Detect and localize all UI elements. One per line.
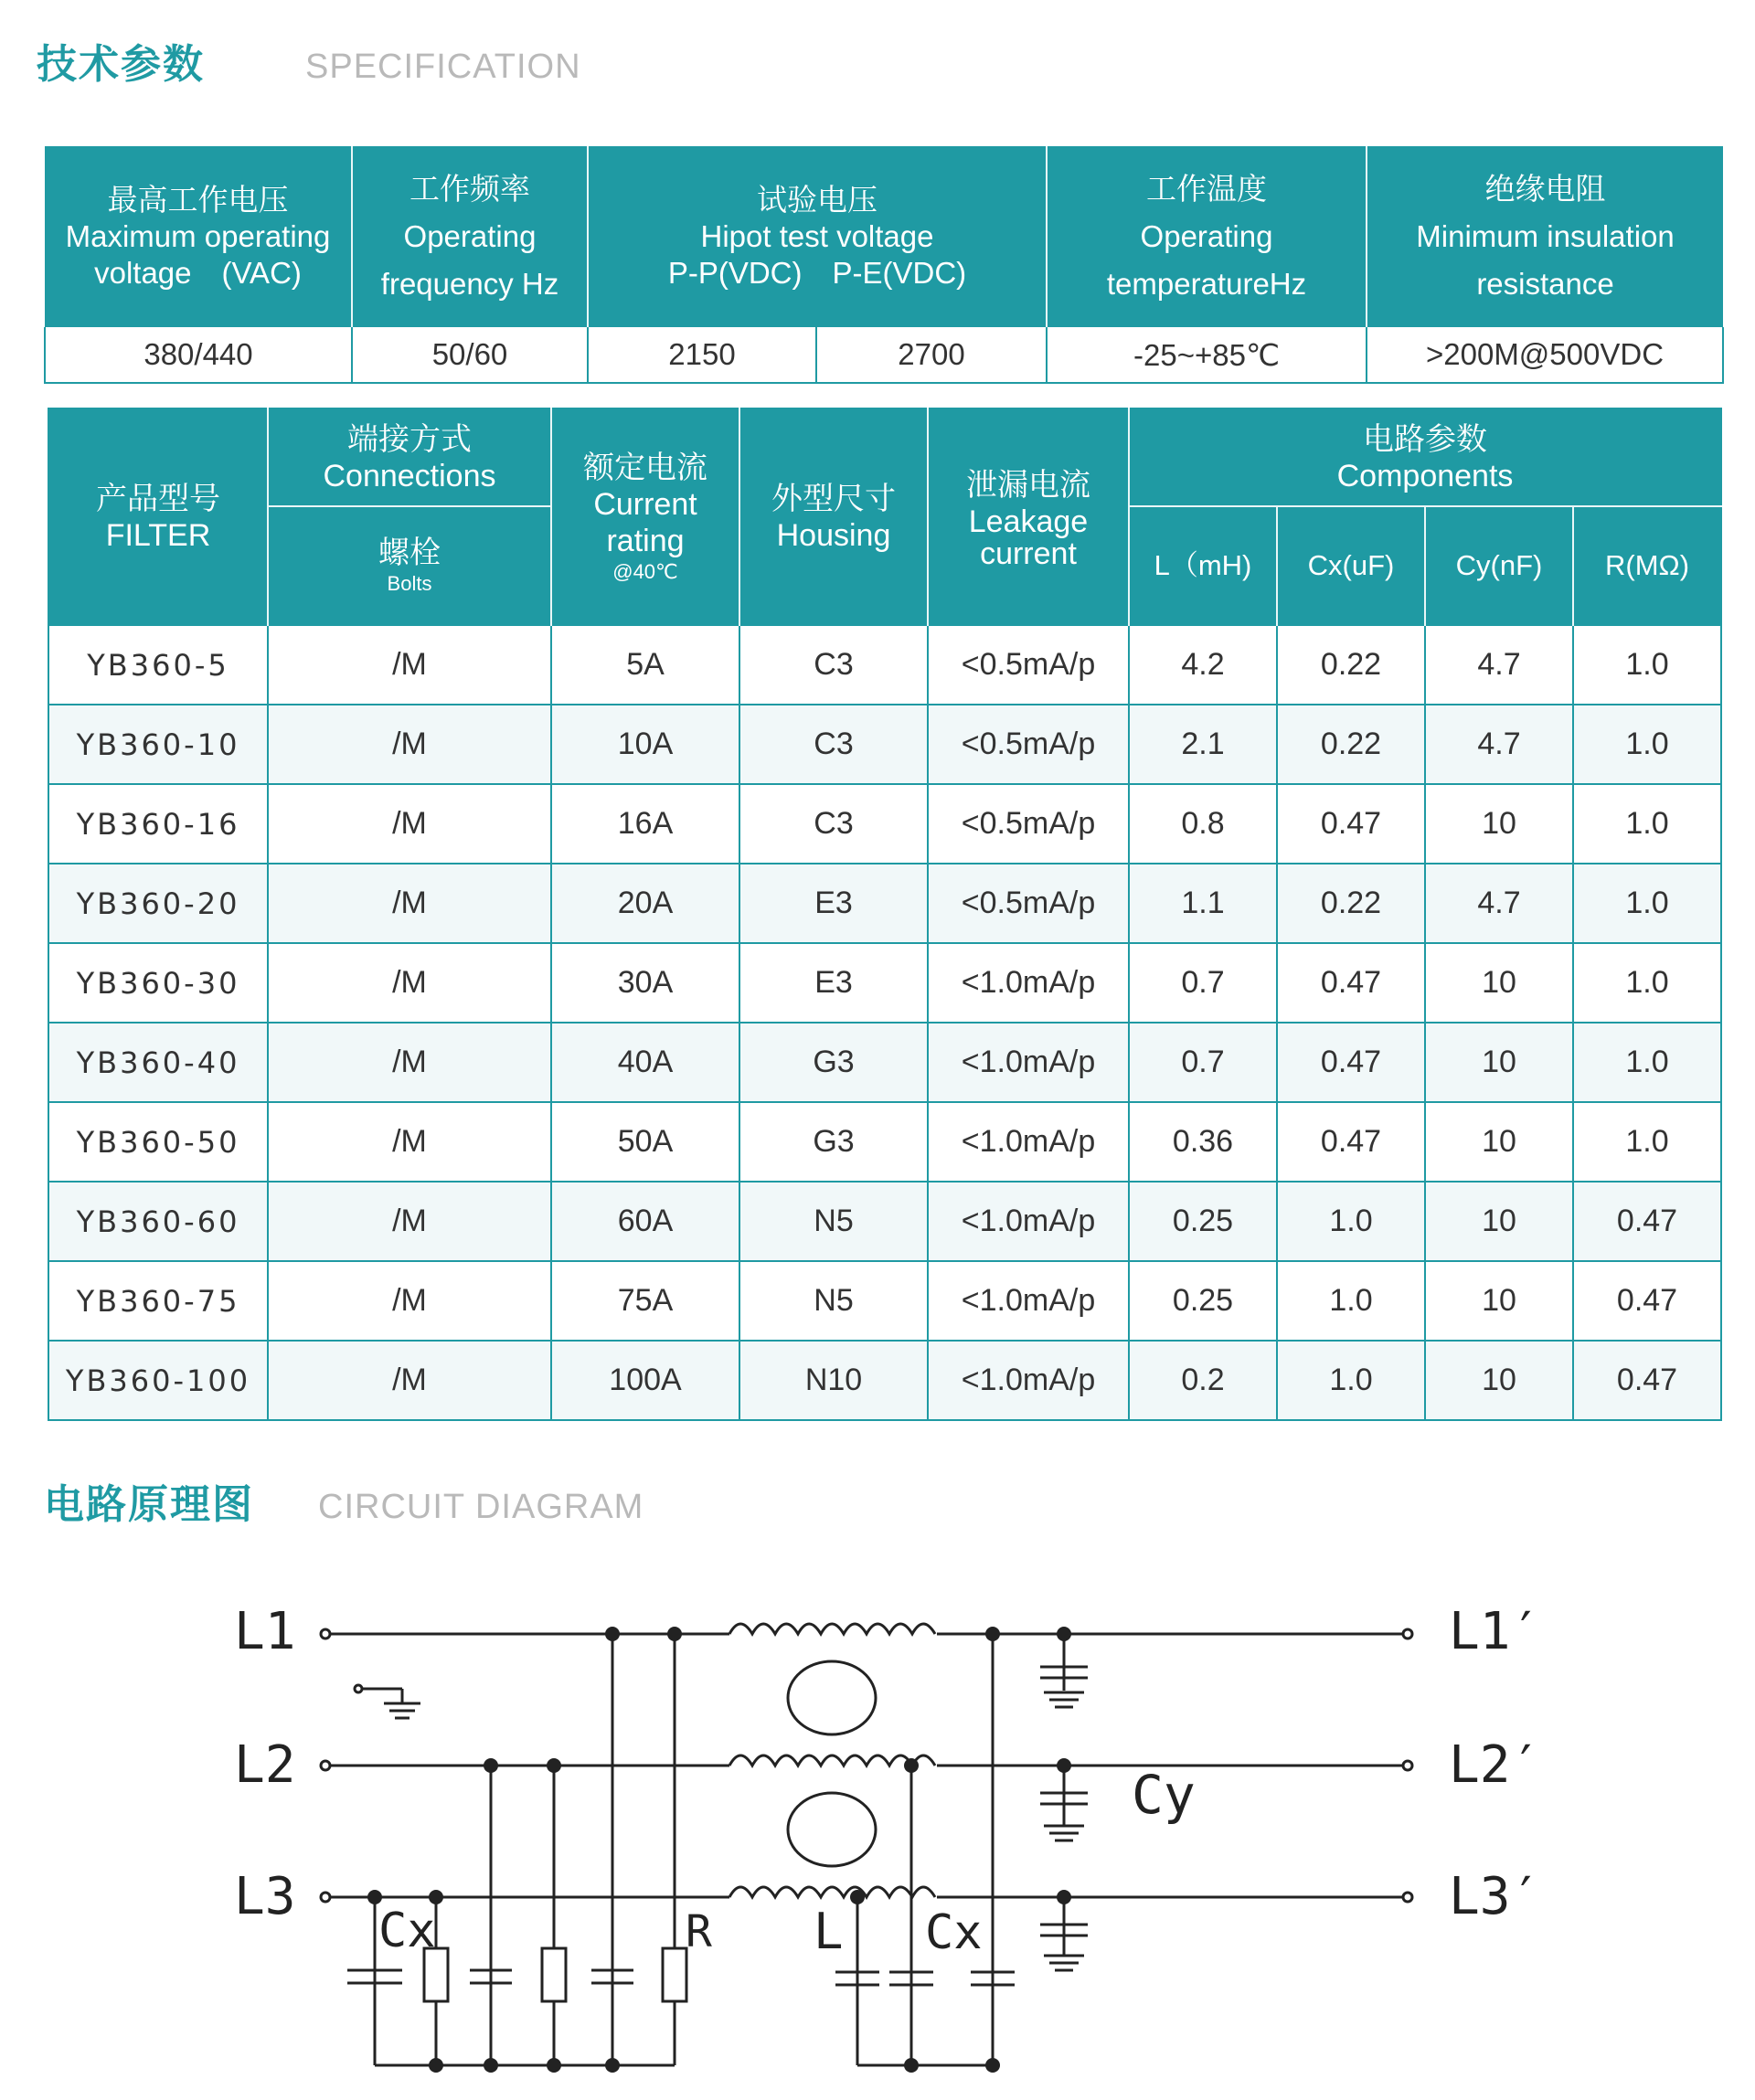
header-filter-cn: 产品型号	[96, 481, 220, 516]
table-cell: 10	[1425, 1182, 1573, 1261]
table-cell: <1.0mA/p	[928, 1261, 1129, 1341]
header-cy: Cy(nF)	[1425, 506, 1573, 625]
spec-header-en: Minimum insulation	[1416, 219, 1675, 253]
label-l2: L2	[234, 1735, 296, 1795]
table-cell: 10	[1425, 943, 1573, 1023]
spec-title-cn: 技术参数	[37, 42, 205, 87]
header-current-note: @40℃	[612, 559, 678, 583]
header-connections	[268, 408, 551, 506]
ground-icon	[355, 1685, 420, 1718]
table-row	[48, 1261, 1721, 1341]
table-cell: <1.0mA/p	[928, 1023, 1129, 1102]
table-cell: 1.0	[1277, 1341, 1425, 1420]
table-cell: /M	[268, 1023, 551, 1102]
table-cell: 0.47	[1277, 784, 1425, 864]
spec-header-en: voltage (VAC)	[94, 256, 302, 290]
header-components	[1129, 408, 1721, 506]
table-cell: <0.5mA/p	[928, 784, 1129, 864]
table-cell: 4.7	[1425, 625, 1573, 705]
table-cell: 10A	[551, 705, 739, 784]
spec-header-cn: 工作温度	[1146, 172, 1268, 206]
table-cell: 0.36	[1129, 1102, 1277, 1182]
table-cell: 100A	[551, 1341, 739, 1420]
spec-table	[44, 146, 1724, 384]
capacitor-cx-right-icon	[835, 1972, 1015, 1985]
model-cell: YB360-5	[48, 625, 268, 705]
header-components-en: Components	[1336, 458, 1514, 493]
spec-header-voltage	[45, 146, 352, 327]
label-l: L	[814, 1903, 844, 1960]
terminal-l3	[321, 1893, 330, 1902]
label-l1: L1	[234, 1602, 296, 1661]
table-cell: 40A	[551, 1023, 739, 1102]
table-cell: <1.0mA/p	[928, 1102, 1129, 1182]
table-cell: 0.25	[1129, 1182, 1277, 1261]
header-leakage	[928, 408, 1129, 625]
table-cell: 0.47	[1573, 1341, 1721, 1420]
spec-header-cn: 试验电压	[757, 183, 878, 217]
label-l2-prime: L2′	[1449, 1735, 1542, 1795]
resistor-icon	[424, 1948, 686, 2001]
table-cell: 1.0	[1573, 784, 1721, 864]
capacitor-cy-icon	[1040, 1634, 1088, 1970]
spec-header-en: Operating	[403, 219, 537, 253]
table-cell: /M	[268, 625, 551, 705]
spec-header-en: P-P(VDC) P-E(VDC)	[667, 256, 967, 290]
table-cell: 10	[1425, 1023, 1573, 1102]
table-cell: 1.0	[1573, 1102, 1721, 1182]
header-housing-en: Housing	[776, 517, 891, 553]
spec-header-en: Maximum operating	[65, 219, 331, 253]
circuit-title-en: CIRCUIT DIAGRAM	[318, 1488, 644, 1526]
terminal-l2	[321, 1761, 330, 1770]
table-cell: 1.0	[1277, 1182, 1425, 1261]
table-cell: 0.7	[1129, 1023, 1277, 1102]
terminal-l3p	[1403, 1893, 1412, 1902]
model-cell: YB360-60	[48, 1182, 268, 1261]
table-cell: 1.0	[1573, 625, 1721, 705]
spec-title-en: SPECIFICATION	[305, 48, 581, 86]
circuit-diagram	[229, 1590, 1554, 2084]
table-cell: 0.25	[1129, 1261, 1277, 1341]
product-table	[48, 408, 1722, 1421]
table-cell: 0.47	[1573, 1182, 1721, 1261]
label-r: R	[686, 1906, 712, 1957]
table-cell: 4.2	[1129, 625, 1277, 705]
table-cell: /M	[268, 1102, 551, 1182]
table-cell: /M	[268, 705, 551, 784]
table-cell: 4.7	[1425, 864, 1573, 943]
table-cell: <0.5mA/p	[928, 625, 1129, 705]
table-row	[48, 705, 1721, 784]
table-cell: N10	[739, 1341, 928, 1420]
spec-value: 2150	[588, 327, 816, 383]
spec-value: 380/440	[45, 327, 352, 383]
model-cell: YB360-50	[48, 1102, 268, 1182]
terminal-l1p	[1403, 1629, 1412, 1639]
table-cell: <0.5mA/p	[928, 864, 1129, 943]
table-cell: <0.5mA/p	[928, 705, 1129, 784]
table-cell: /M	[268, 1261, 551, 1341]
table-cell: N5	[739, 1261, 928, 1341]
table-cell: 1.1	[1129, 864, 1277, 943]
table-cell: 1.0	[1277, 1261, 1425, 1341]
header-leakage-en: current	[980, 536, 1077, 571]
table-cell: <1.0mA/p	[928, 1182, 1129, 1261]
table-cell: 0.47	[1277, 943, 1425, 1023]
table-cell: 50A	[551, 1102, 739, 1182]
table-cell: C3	[739, 705, 928, 784]
model-cell: YB360-16	[48, 784, 268, 864]
header-housing-cn: 外型尺寸	[771, 481, 896, 516]
circuit-section-title	[44, 1471, 644, 1530]
header-cx: Cx(uF)	[1277, 506, 1425, 625]
table-cell: E3	[739, 943, 928, 1023]
spec-header-en: temperatureHz	[1106, 267, 1307, 301]
spec-header-en: resistance	[1476, 267, 1614, 301]
header-current-en: rating	[606, 523, 685, 558]
header-connections-cn: 端接方式	[347, 421, 472, 457]
terminal-l2p	[1403, 1761, 1412, 1770]
table-row	[48, 1102, 1721, 1182]
table-row	[48, 1182, 1721, 1261]
table-cell: 1.0	[1573, 943, 1721, 1023]
spec-header-en: Hipot test voltage	[700, 219, 934, 253]
table-cell: 10	[1425, 1102, 1573, 1182]
label-l3-prime: L3′	[1449, 1867, 1542, 1926]
spec-value-row	[45, 327, 1723, 383]
table-cell: 2.1	[1129, 705, 1277, 784]
table-cell: 10	[1425, 784, 1573, 864]
table-cell: <1.0mA/p	[928, 943, 1129, 1023]
header-filter-en: FILTER	[105, 517, 211, 553]
table-cell: /M	[268, 864, 551, 943]
common-mode-choke-icon	[729, 1624, 935, 1897]
model-cell: YB360-100	[48, 1341, 268, 1420]
table-cell: 75A	[551, 1261, 739, 1341]
label-cy: Cy	[1132, 1764, 1196, 1826]
header-l: L（mH)	[1129, 506, 1277, 625]
spec-header-cn: 工作频率	[410, 172, 530, 206]
spec-header-en: Operating	[1140, 219, 1273, 253]
header-bolts-en: Bolts	[387, 572, 432, 595]
table-cell: 0.7	[1129, 943, 1277, 1023]
table-cell: /M	[268, 784, 551, 864]
table-row	[48, 864, 1721, 943]
product-table-body	[48, 625, 1721, 1420]
table-cell: 5A	[551, 625, 739, 705]
spec-value: -25~+85℃	[1047, 327, 1367, 383]
table-cell: 0.8	[1129, 784, 1277, 864]
table-cell: 10	[1425, 1261, 1573, 1341]
header-components-cn: 电路参数	[1363, 421, 1488, 457]
table-cell: 0.22	[1277, 705, 1425, 784]
table-cell: C3	[739, 625, 928, 705]
table-cell: 1.0	[1573, 864, 1721, 943]
label-l3: L3	[234, 1867, 296, 1926]
product-header-row-1	[48, 408, 1721, 506]
table-cell: 10	[1425, 1341, 1573, 1420]
table-cell: 0.22	[1277, 625, 1425, 705]
header-current	[551, 408, 739, 625]
spec-header-hipot	[588, 146, 1047, 327]
table-cell: N5	[739, 1182, 928, 1261]
table-cell: E3	[739, 864, 928, 943]
header-connections-en: Connections	[323, 458, 496, 493]
spec-header-frequency	[352, 146, 588, 327]
spec-header-temperature	[1047, 146, 1367, 327]
model-cell: YB360-40	[48, 1023, 268, 1102]
table-row	[48, 943, 1721, 1023]
table-cell: 30A	[551, 943, 739, 1023]
table-cell: 20A	[551, 864, 739, 943]
spec-header-row	[45, 146, 1723, 327]
table-cell: 16A	[551, 784, 739, 864]
header-bolts	[268, 506, 551, 625]
table-cell: 1.0	[1573, 705, 1721, 784]
model-cell: YB360-75	[48, 1261, 268, 1341]
table-cell: 0.47	[1277, 1102, 1425, 1182]
table-cell: 1.0	[1573, 1023, 1721, 1102]
table-cell: 0.22	[1277, 864, 1425, 943]
header-leakage-en: Leakage	[968, 504, 1089, 539]
circuit-title-cn: 电路原理图	[44, 1482, 254, 1527]
table-cell: <1.0mA/p	[928, 1341, 1129, 1420]
table-cell: /M	[268, 943, 551, 1023]
model-cell: YB360-10	[48, 705, 268, 784]
table-row	[48, 1023, 1721, 1102]
table-cell: C3	[739, 784, 928, 864]
label-l1-prime: L1′	[1449, 1602, 1542, 1661]
spec-section-title	[37, 31, 581, 90]
header-leakage-cn: 泄漏电流	[966, 467, 1090, 503]
table-row	[48, 1341, 1721, 1420]
table-cell: 60A	[551, 1182, 739, 1261]
label-cx-right: Cx	[925, 1905, 983, 1960]
table-cell: 0.47	[1277, 1023, 1425, 1102]
table-row	[48, 784, 1721, 864]
spec-value: 50/60	[352, 327, 588, 383]
table-cell: G3	[739, 1102, 928, 1182]
spec-header-cn: 最高工作电压	[107, 183, 289, 217]
header-r: R(MΩ)	[1573, 506, 1721, 625]
spec-header-cn: 绝缘电阻	[1484, 172, 1606, 206]
model-cell: YB360-30	[48, 943, 268, 1023]
table-row	[48, 625, 1721, 705]
header-housing	[739, 408, 928, 625]
header-bolts-cn: 螺栓	[378, 536, 441, 570]
model-cell: YB360-20	[48, 864, 268, 943]
header-current-cn: 额定电流	[583, 450, 707, 485]
label-cx-left: Cx	[378, 1904, 436, 1958]
header-current-en: Current	[593, 486, 697, 522]
table-cell: G3	[739, 1023, 928, 1102]
table-cell: /M	[268, 1341, 551, 1420]
spec-header-en: frequency Hz	[380, 267, 559, 301]
spec-header-insulation	[1367, 146, 1723, 327]
table-cell: /M	[268, 1182, 551, 1261]
spec-value: >200M@500VDC	[1367, 327, 1723, 383]
terminal-l1	[321, 1629, 330, 1639]
table-cell: 0.47	[1573, 1261, 1721, 1341]
table-cell: 4.7	[1425, 705, 1573, 784]
header-filter	[48, 408, 268, 625]
spec-value: 2700	[816, 327, 1047, 383]
table-cell: 0.2	[1129, 1341, 1277, 1420]
